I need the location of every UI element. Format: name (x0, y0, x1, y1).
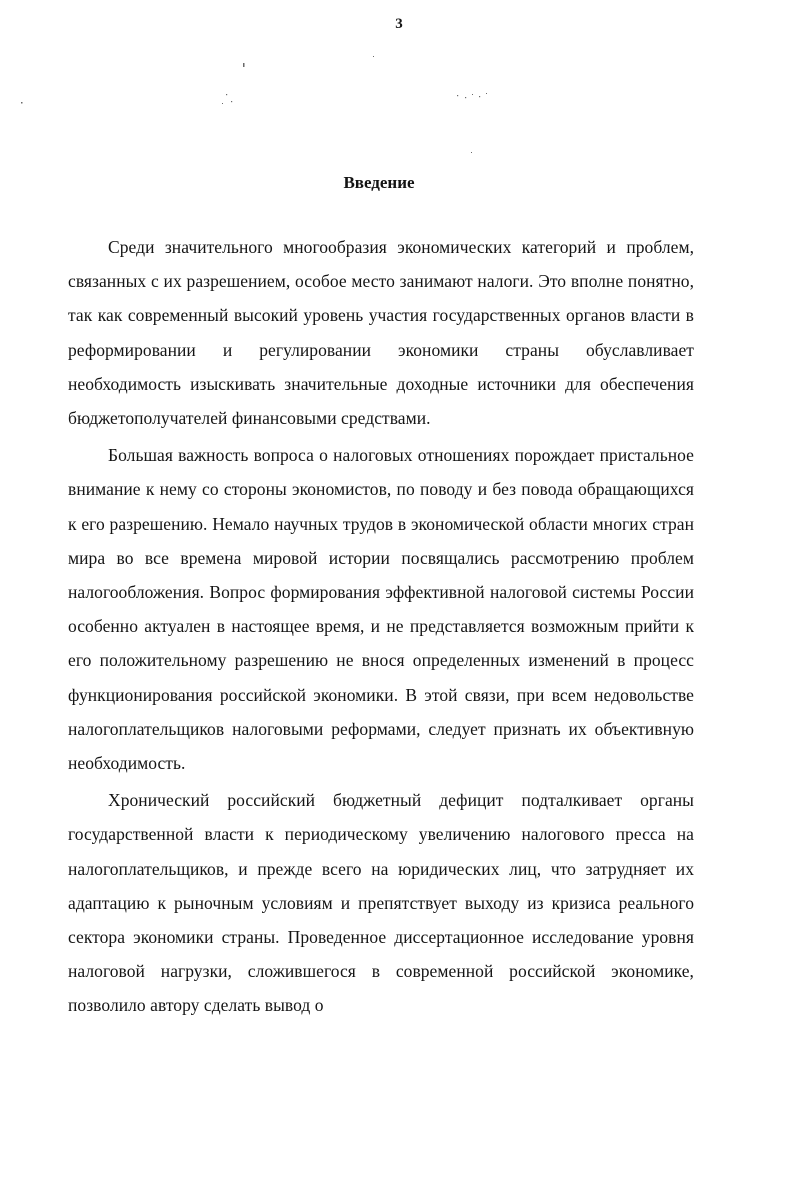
section-heading: Введение (343, 173, 415, 192)
scan-specks (0, 0, 798, 170)
paragraph-2: Большая важность вопроса о налоговых отношениях порождает пристальное внимание к нему со стороны экономистов, по поводу и без повода обращающихся к его разрешению. Немало научных трудов в экономической области многих стран мира во все времена мировой истории посвящались рассмотрению проблем налогообложения. Вопрос формирования эффективной налоговой системы России особенно актуален в настоящее время, и не представляется возможным прийти к его положительному разрешению не внося определенных изменений в процесс функционирования российской экономики. В этой связи, при всем недовольстве налогоплательщиков налоговыми реформами, следует признать их объективную необходимость. (68, 445, 694, 774)
paragraph-1: Среди значительного многообразия экономических категорий и проблем, связанных с их разрешением, особое место занимают налоги. Это вполне понятно, так как современный высокий уровень участия государственных органов власти в реформировании и регулировании экономики страны обуславливает необходимость изыскивать значительные доходные источники для обеспечения бюджетополучателей финансовыми средствами. (68, 237, 694, 429)
body-text (68, 230, 694, 1026)
paragraph-3: Хронический российский бюджетный дефицит подталкивает органы государственной власти к периодическому увеличению налогового пресса на налогоплательщиков, и прежде всего на юридических лиц, что затрудняет их адаптацию к рыночным условиям и препятствует выходу из кризиса реального сектора экономики страны. Проведенное диссертационное исследование уровня налоговой нагрузки, сложившегося в современной российской экономике, позволило автору сделать вывод о (68, 790, 694, 1016)
page-number: 3 (395, 16, 403, 32)
